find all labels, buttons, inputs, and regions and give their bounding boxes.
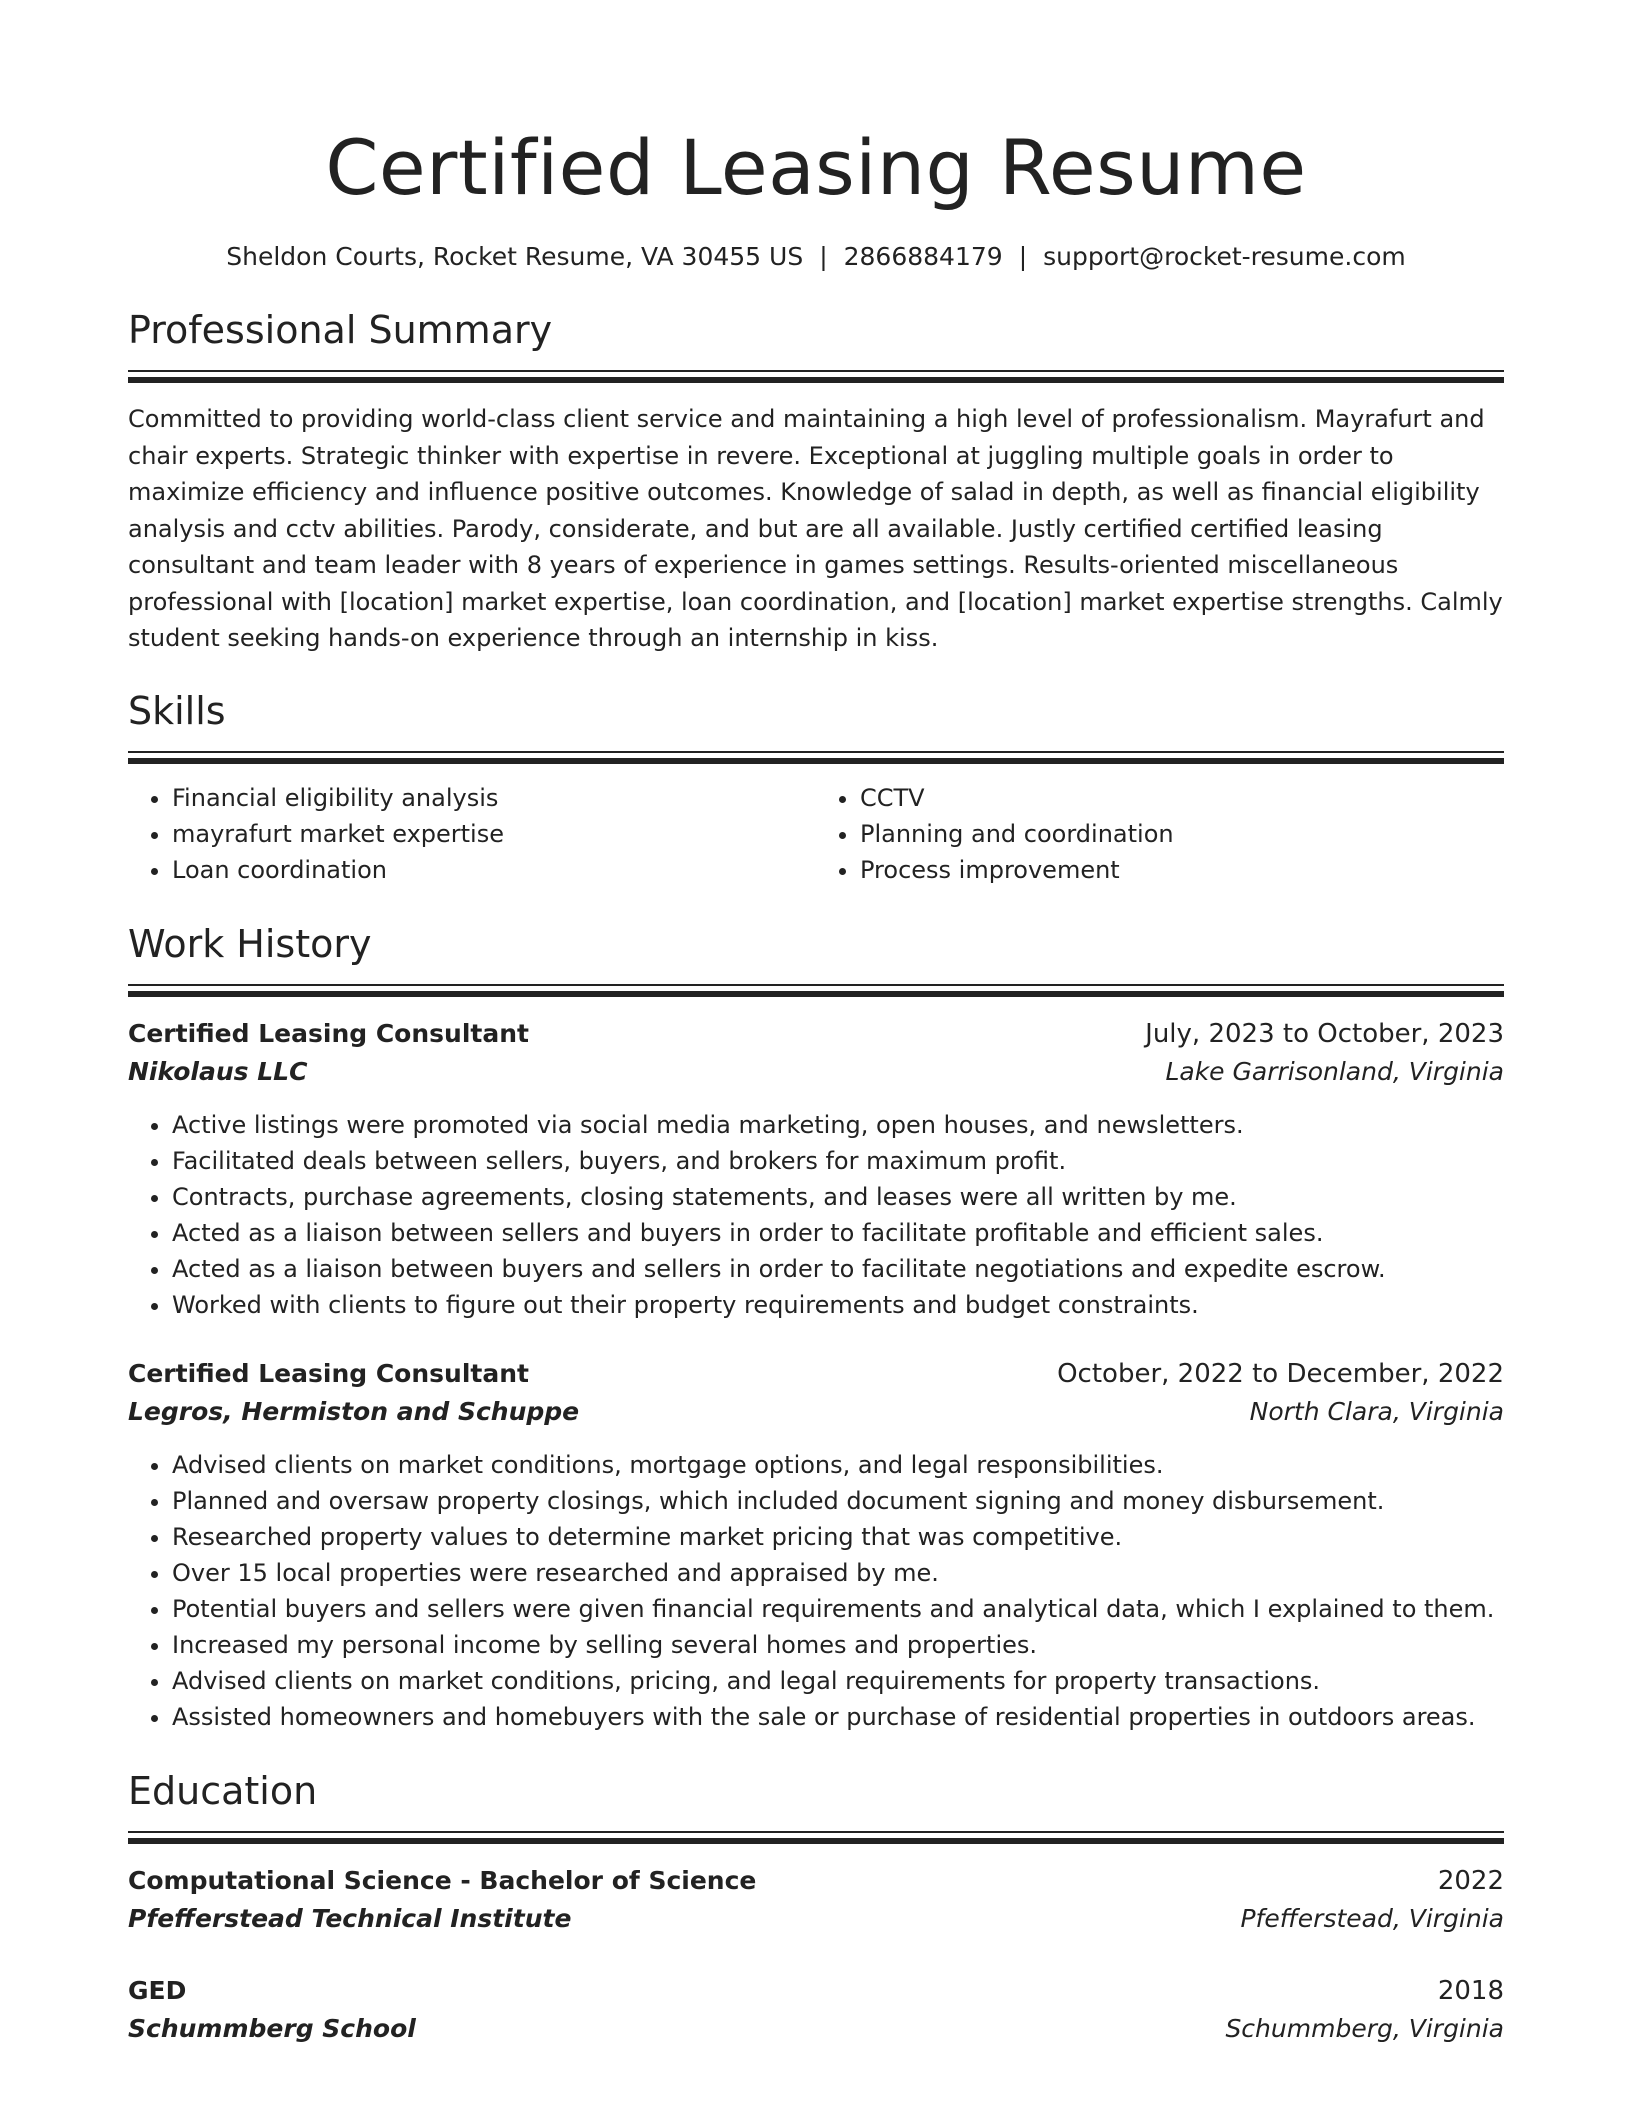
education-school: Pfefferstead Technical Institute <box>128 1903 572 1933</box>
job-bullet: • Advised clients on market conditions, mortgage options, and legal responsibilities. <box>172 1447 1504 1483</box>
job-bullet: • Contracts, purchase agreements, closing statements, and leases were all written by me. <box>172 1179 1504 1215</box>
section-rule-thin <box>128 984 1504 986</box>
skill-item: • CCTV <box>860 780 1504 816</box>
job-location: North Clara, Virginia <box>1249 1396 1504 1426</box>
education-header <box>128 1972 1504 2010</box>
summary-text: Committed to providing world-class client service and maintaining a high level of professionalism. Mayrafurt and chair experts. Strategic thinker with expertise in revere. Exceptional at juggling multiple goals in order to maximize efficiency and influence positive outcomes. Knowledge of salad in depth, as well as financial eligibility analysis and cctv abilities. Parody, considerate, and but are all available. Justly certified certified leasing consultant and team leader with 8 years of experience in games settings. Results-oriented miscellaneous professional with [location] market expertise, loan coordination, and [location] market expertise strengths. Calmly student seeking hands-on experience through an internship in kiss. <box>128 405 1503 652</box>
skill-item: • Process improvement <box>860 852 1504 888</box>
skill-item: • Planning and coordination <box>860 816 1504 852</box>
section-title-skills: Skills <box>128 688 226 733</box>
job-subheader <box>128 1393 1504 1431</box>
skill-item: • Financial eligibility analysis <box>172 780 816 816</box>
contact-separator: | <box>819 242 828 271</box>
job-company: Legros, Hermiston and Schuppe <box>128 1396 580 1426</box>
job-title: Certified Leasing Consultant <box>128 1358 529 1388</box>
job-dates: July, 2023 to October, 2023 <box>1145 1018 1504 1049</box>
job-title: Certified Leasing Consultant <box>128 1018 529 1048</box>
job-bullet: • Researched property values to determine market pricing that was competitive. <box>172 1519 1504 1555</box>
education-year: 2022 <box>1437 1865 1504 1896</box>
section-title-summary: Professional Summary <box>128 308 553 352</box>
job-bullet: • Planned and oversaw property closings, which included document signing and money disbursement. <box>172 1483 1504 1519</box>
job-subheader <box>128 1053 1504 1091</box>
education-location: Pfefferstead, Virginia <box>1240 1903 1504 1933</box>
skills-list-left <box>128 780 816 888</box>
job-location: Lake Garrisonland, Virginia <box>1165 1056 1504 1086</box>
education-degree: Computational Science - Bachelor of Science <box>128 1865 757 1895</box>
education-subheader <box>128 2010 1504 2048</box>
section-rule-thick <box>128 991 1504 997</box>
section-rule-thin <box>128 751 1504 753</box>
education-header <box>128 1862 1504 1900</box>
section-rule-thick <box>128 1838 1504 1844</box>
education-subheader <box>128 1900 1504 1938</box>
job-bullet: • Assisted homeowners and homebuyers with the sale or purchase of residential properties in outdoors areas. <box>172 1699 1504 1735</box>
job-bullet: • Worked with clients to figure out their property requirements and budget constraints. <box>172 1287 1504 1323</box>
section-rule-thick <box>128 758 1504 764</box>
contact-address: Sheldon Courts, Rocket Resume, VA 30455 US <box>226 242 804 271</box>
skills-list-right <box>816 780 1504 888</box>
contact-separator: | <box>1018 242 1028 271</box>
work-history-section <box>128 918 1504 1735</box>
job-bullet: • Increased my personal income by selling several homes and properties. <box>172 1627 1504 1663</box>
contact-line <box>128 240 1504 274</box>
section-title-education: Education <box>128 1768 318 1813</box>
job-bullet: • Facilitated deals between sellers, buyers, and brokers for maximum profit. <box>172 1143 1504 1179</box>
job-bullet: • Acted as a liaison between buyers and sellers in order to facilitate negotiations and expedite escrow. <box>172 1251 1504 1287</box>
summary-section <box>128 304 1504 657</box>
education-degree: GED <box>128 1975 187 2005</box>
skills-section <box>128 685 1504 888</box>
section-rule-thin <box>128 370 1504 372</box>
job-dates: October, 2022 to December, 2022 <box>1057 1358 1504 1389</box>
education-entry <box>128 1862 1504 1938</box>
job-company: Nikolaus LLC <box>128 1056 308 1086</box>
job-bullets <box>128 1107 1504 1323</box>
resume-title: Certified Leasing Resume <box>325 123 1307 212</box>
skill-item: • Loan coordination <box>172 852 816 888</box>
job-bullet: • Over 15 local properties were researched and appraised by me. <box>172 1555 1504 1591</box>
education-location: Schummberg, Virginia <box>1225 2013 1504 2043</box>
skills-columns <box>128 780 1504 888</box>
job-bullet: • Potential buyers and sellers were given financial requirements and analytical data, which I explained to them. <box>172 1591 1504 1627</box>
job-bullets <box>128 1447 1504 1735</box>
education-school: Schummberg School <box>128 2013 416 2043</box>
section-rule-thick <box>128 377 1504 383</box>
education-year: 2018 <box>1437 1975 1504 2006</box>
contact-email: support@rocket-resume.com <box>1043 242 1406 271</box>
contact-phone: 2866884179 <box>843 242 1003 271</box>
job-entry <box>128 1355 1504 1735</box>
job-bullet: • Active listings were promoted via social media marketing, open houses, and newsletters. <box>172 1107 1504 1143</box>
job-entry <box>128 1015 1504 1323</box>
job-bullet: • Advised clients on market conditions, pricing, and legal requirements for property transactions. <box>172 1663 1504 1699</box>
education-entry <box>128 1972 1504 2048</box>
education-section <box>128 1765 1504 2048</box>
section-rule-thin <box>128 1831 1504 1833</box>
job-header <box>128 1355 1504 1393</box>
job-header <box>128 1015 1504 1053</box>
skill-item: • mayrafurt market expertise <box>172 816 816 852</box>
job-bullet: • Acted as a liaison between sellers and buyers in order to facilitate profitable and efficient sales. <box>172 1215 1504 1251</box>
section-title-work-history: Work History <box>128 921 372 966</box>
